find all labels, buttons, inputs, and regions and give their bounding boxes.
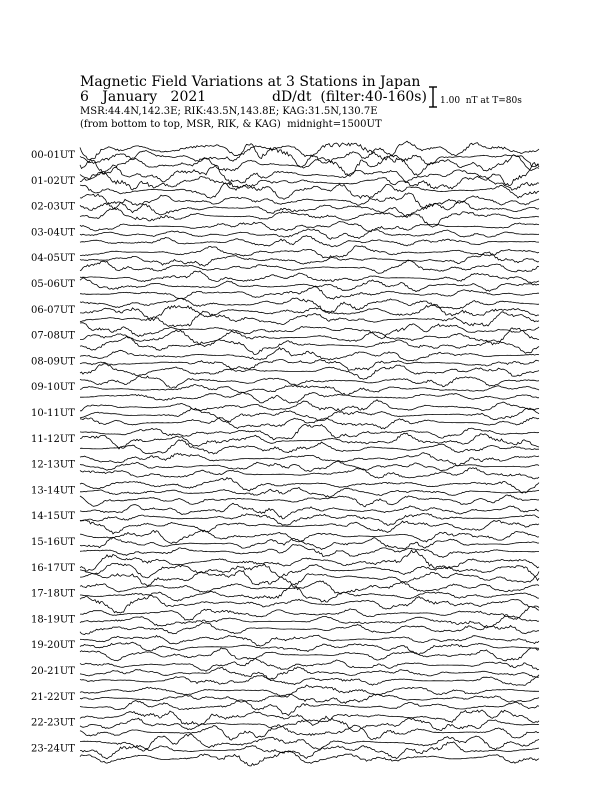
trace-rik (80, 252, 539, 266)
trace-msr (80, 725, 539, 740)
trace-rik (80, 514, 539, 526)
trace-msr (80, 495, 539, 507)
trace-rik (80, 537, 539, 549)
trace-rik (80, 171, 539, 190)
trace-msr (80, 595, 539, 613)
trace-msr (80, 208, 539, 228)
trace-rik (80, 433, 539, 449)
trace-rik (80, 716, 539, 731)
trace-rik (80, 563, 539, 580)
trace-kag (80, 246, 539, 258)
trace-msr (80, 676, 539, 686)
trace-kag (80, 376, 539, 388)
trace-kag (80, 658, 539, 671)
row-label: 17-18UT (31, 588, 75, 600)
trace-msr (80, 751, 539, 766)
scale-bar-label: 1.00 nT at T=80s (440, 96, 522, 106)
trace-rik (80, 229, 539, 240)
row-label: 01-02UT (31, 175, 75, 187)
trace-kag (80, 163, 539, 186)
trace-kag (80, 222, 539, 232)
row-label: 23-24UT (31, 743, 75, 755)
trace-kag (80, 685, 539, 697)
row-label: 00-01UT (31, 150, 75, 161)
row-label: 05-06UT (31, 279, 75, 290)
trace-rik (80, 667, 539, 680)
trace-kag (80, 607, 539, 620)
trace-kag (80, 550, 539, 571)
trace-kag (80, 635, 539, 646)
row-label: 12-13UT (31, 459, 75, 471)
row-label: 02-03UT (31, 201, 75, 213)
row-label: 18-19UT (31, 614, 75, 626)
trace-msr (80, 336, 539, 354)
scale-bar (429, 87, 522, 107)
trace-rik (80, 694, 539, 703)
trace-msr (80, 392, 539, 403)
trace-kag (80, 271, 539, 283)
trace-kag (80, 530, 539, 543)
trace-msr (80, 417, 539, 428)
row-label: 10-11UT (31, 408, 75, 419)
trace-msr (80, 520, 539, 534)
trace-rik (80, 616, 539, 627)
trace-msr (80, 236, 539, 247)
row-labels (31, 150, 75, 754)
row-label: 16-17UT (31, 562, 75, 574)
trace-kag (80, 400, 539, 411)
trace-kag (80, 298, 539, 314)
trace-rik (80, 328, 539, 345)
trace-rik (80, 278, 539, 292)
row-label: 20-21UT (31, 666, 75, 677)
row-label: 21-22UT (31, 691, 75, 703)
trace-kag (80, 581, 539, 594)
trace-msr (80, 468, 539, 479)
traces (80, 141, 539, 766)
chart-title: Magnetic Field Variations at 3 Stations in Japan (80, 74, 421, 90)
row-label: 14-15UT (31, 511, 75, 523)
row-label: 08-09UT (31, 356, 75, 368)
row-label: 03-04UT (31, 227, 75, 239)
row-label: 22-23UT (31, 717, 75, 729)
stations-label: MSR:44.4N,142.3E; RIK:43.5N,143.8E; KAG:31.5N,130.7E (80, 106, 378, 117)
trace-kag (80, 453, 539, 466)
trace-rik (80, 642, 539, 654)
trace-msr (80, 260, 539, 273)
trace-rik (80, 461, 539, 471)
row-label: 11-12UT (31, 433, 75, 445)
date-label: 6 January 2021 (80, 89, 207, 105)
trace-kag (80, 424, 539, 440)
row-label: 13-14UT (31, 485, 75, 497)
trace-msr (80, 622, 539, 634)
row-label: 09-10UT (31, 382, 75, 394)
row-label: 04-05UT (31, 253, 75, 265)
trace-rik (80, 408, 539, 422)
row-label: 19-20UT (31, 640, 75, 652)
trace-rik (80, 360, 539, 371)
order-label: (from bottom to top, MSR, RIK, & KAG) midnight=1500UT (80, 119, 382, 130)
trace-msr (80, 571, 539, 587)
row-label: 15-16UT (31, 537, 75, 548)
row-label: 07-08UT (31, 330, 75, 342)
trace-rik (80, 487, 539, 497)
filter-label: dD/dt (filter:40-160s) (272, 89, 427, 105)
trace-msr (80, 545, 539, 558)
row-label: 06-07UT (31, 304, 75, 316)
trace-kag (80, 348, 539, 361)
trace-rik (80, 304, 539, 320)
trace-msr (80, 287, 539, 300)
trace-kag (80, 193, 539, 209)
trace-rik (80, 584, 539, 602)
trace-kag (80, 734, 539, 751)
trace-rik (80, 201, 539, 218)
